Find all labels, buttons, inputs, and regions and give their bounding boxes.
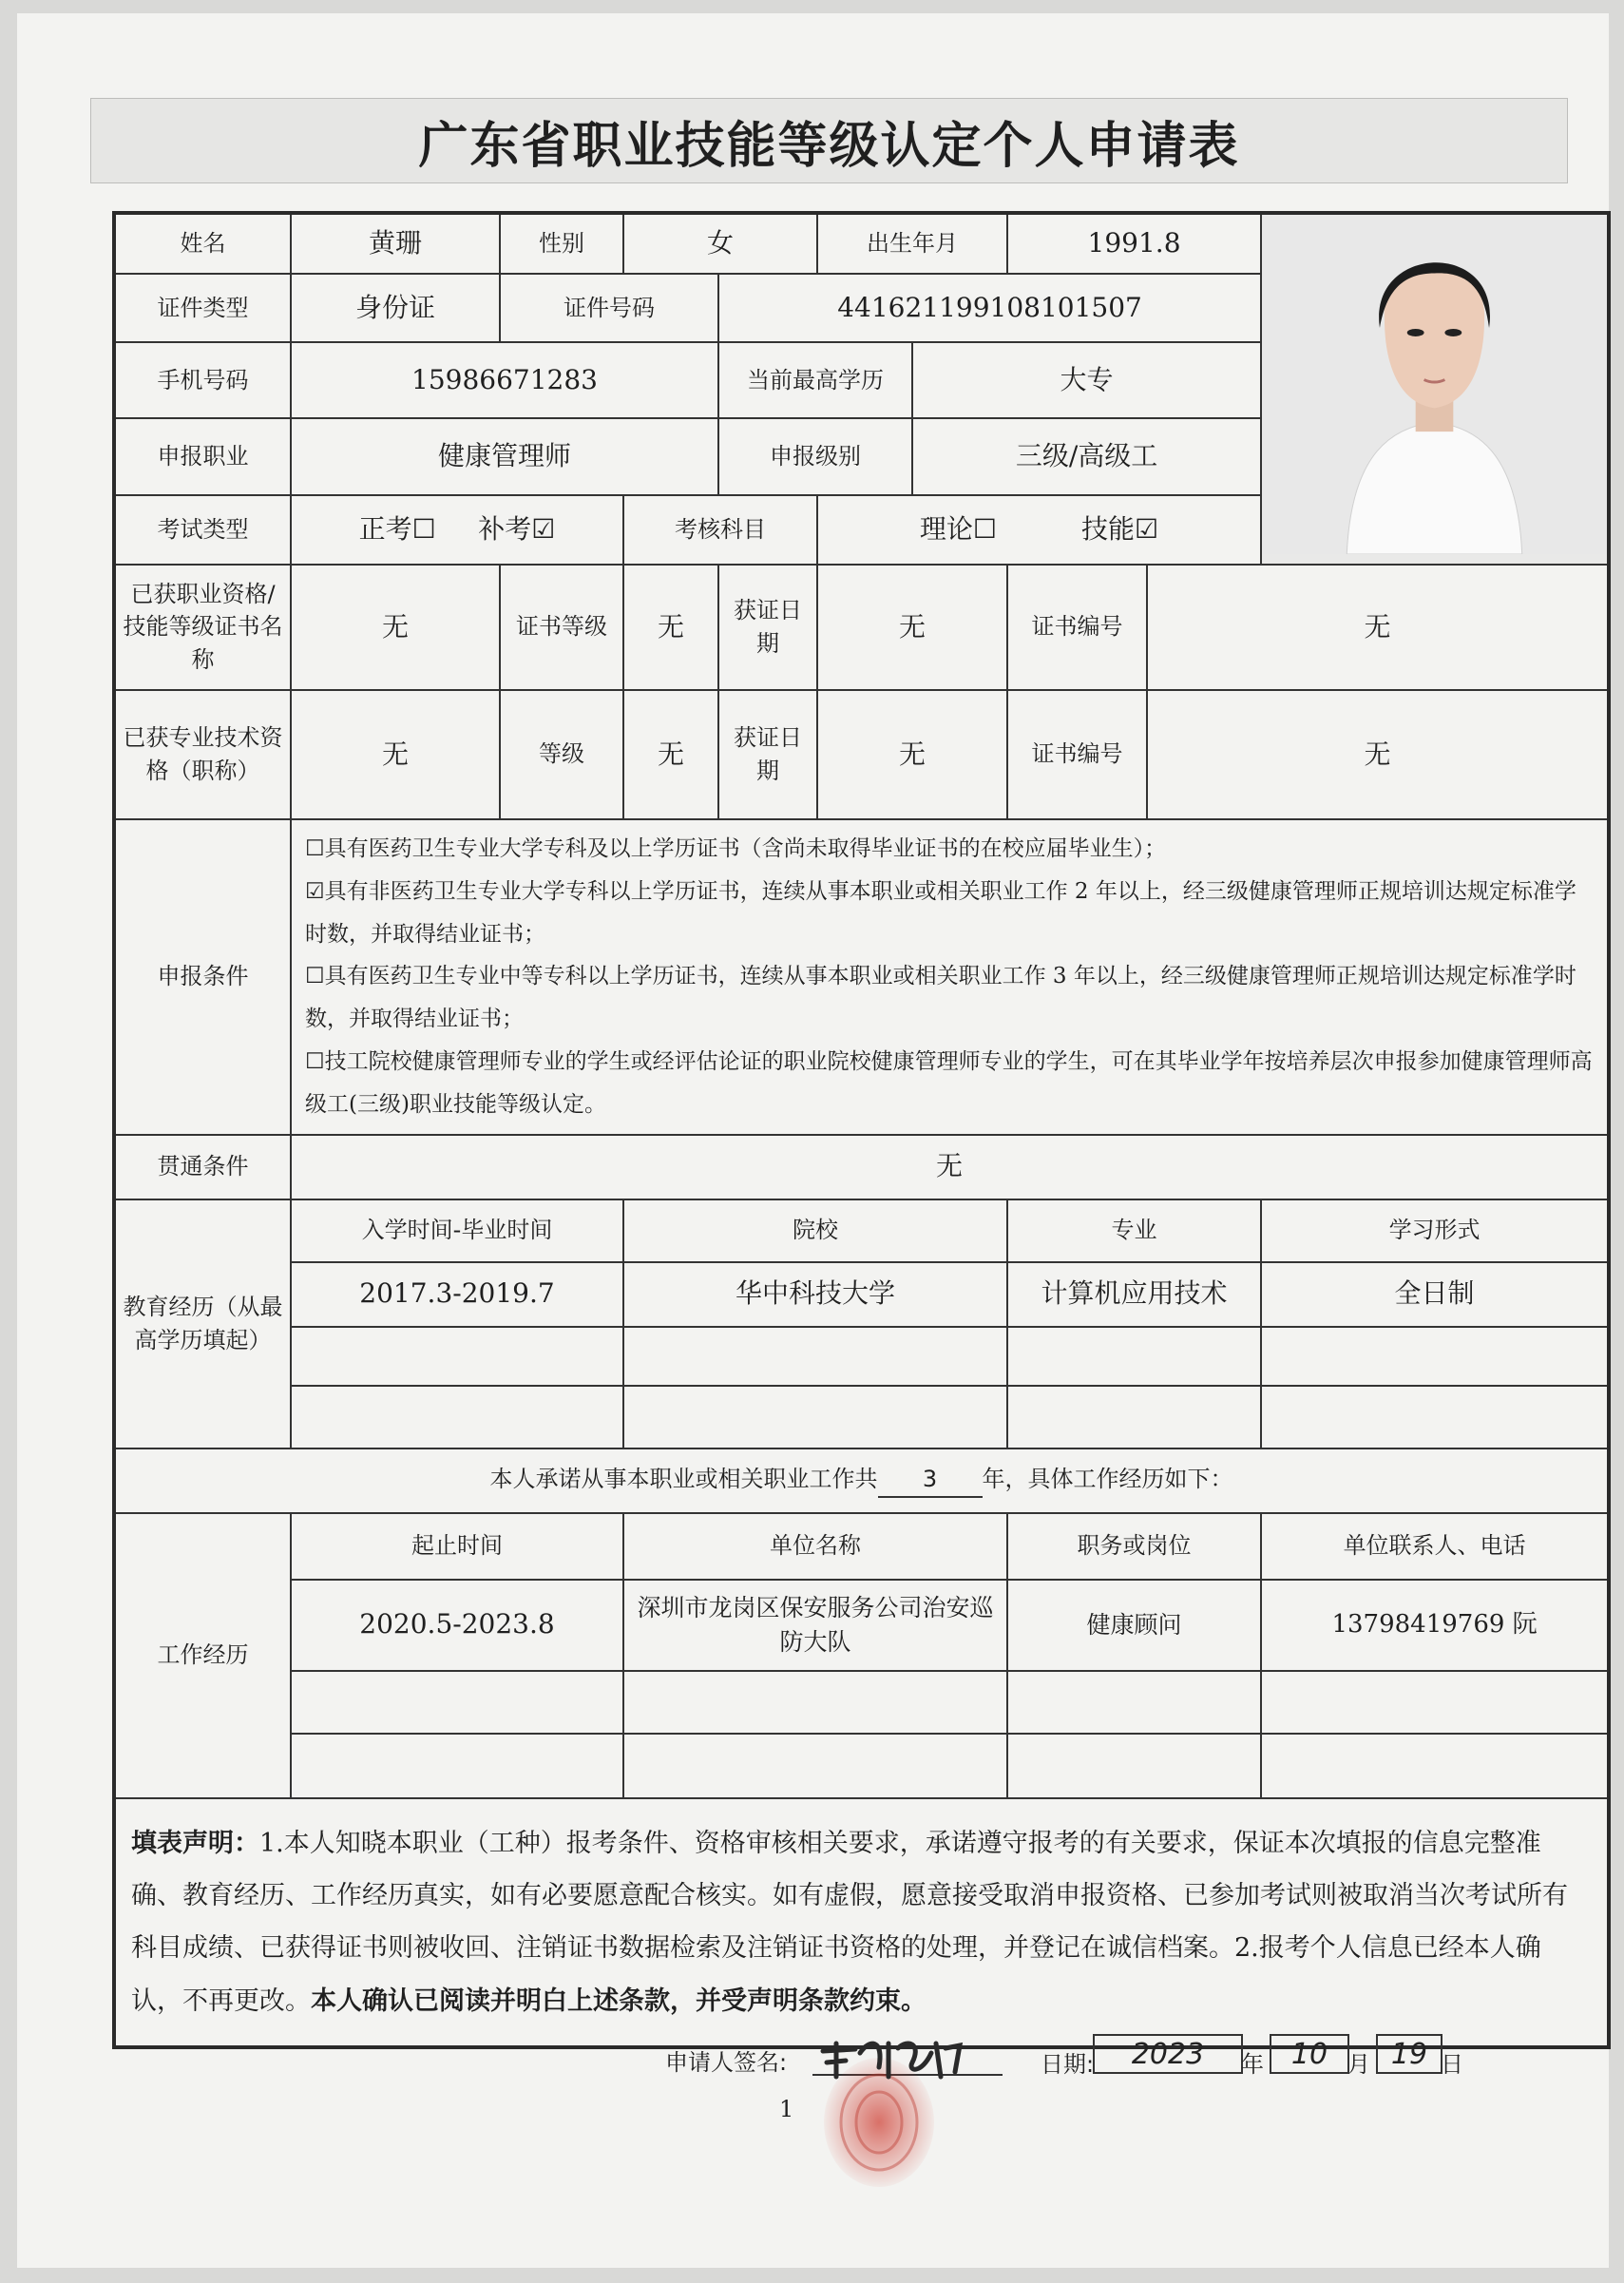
qual-cert-date-label: 获证日期 [718, 565, 817, 690]
subject-options[interactable] [817, 495, 1261, 565]
edu-school[interactable] [623, 1386, 1007, 1448]
name-field[interactable]: 黄珊 [291, 213, 500, 274]
through-field[interactable]: 无 [291, 1135, 1609, 1199]
through-label: 贯通条件 [114, 1135, 291, 1199]
edu-header-major: 专业 [1007, 1199, 1261, 1262]
work-position[interactable]: 健康顾问 [1007, 1580, 1261, 1671]
signature-label: 申请人签名: [665, 2049, 788, 2076]
work-years-field[interactable]: 3 [878, 1463, 983, 1498]
condition-item[interactable]: ☐具有医药卫生专业中等专科以上学历证书，连续从事本职业或相关职业工作 3 年以上，经三级健康管理师正规培训达规定标准学时数，并取得结业证书； [305, 964, 1576, 1032]
work-promise-suffix: 年，具体工作经历如下： [982, 1466, 1233, 1493]
work-position[interactable] [1007, 1671, 1261, 1734]
edu-header-mode: 学习形式 [1261, 1199, 1609, 1262]
conditions-list [291, 819, 1609, 1135]
date-month-unit: 月 [1347, 2051, 1370, 2078]
date-month-field[interactable]: 10 [1270, 2034, 1349, 2074]
work-employer[interactable]: 深圳市龙岗区保安服务公司治安巡防大队 [623, 1580, 1007, 1671]
qual-cert-name[interactable]: 无 [291, 565, 500, 690]
form-title: 广东省职业技能等级认定个人申请表 [90, 98, 1568, 183]
edu-mode[interactable]: 全日制 [1261, 1262, 1609, 1327]
work-header-position: 职务或岗位 [1007, 1513, 1261, 1580]
birth-field[interactable]: 1991.8 [1007, 213, 1261, 274]
edu-major[interactable] [1007, 1327, 1261, 1386]
work-label: 工作经历 [114, 1513, 291, 1798]
subject-skill-checkbox[interactable]: 技能☑ [1081, 513, 1159, 546]
edu-period[interactable] [291, 1386, 623, 1448]
id-number-field[interactable]: 441621199108101507 [718, 274, 1261, 343]
work-contact[interactable]: 13798419769 阮 [1261, 1580, 1609, 1671]
date-day-unit: 日 [1441, 2051, 1463, 2078]
work-promise [114, 1448, 1609, 1513]
work-header-period: 起止时间 [291, 1513, 623, 1580]
exam-type-options[interactable] [291, 495, 623, 565]
id-number-label: 证件号码 [500, 274, 718, 343]
id-type-field[interactable]: 身份证 [291, 274, 500, 343]
phone-field[interactable]: 15986671283 [291, 342, 718, 417]
qual-cert-no[interactable]: 无 [1147, 565, 1609, 690]
edu-header-period: 入学时间-毕业时间 [291, 1199, 623, 1262]
application-form [112, 211, 1611, 2049]
work-period[interactable]: 2020.5-2023.8 [291, 1580, 623, 1671]
gender-field[interactable]: 女 [623, 213, 817, 274]
qual-title-name[interactable]: 无 [291, 690, 500, 819]
subject-theory-checkbox[interactable]: 理论☐ [919, 513, 998, 546]
birth-label: 出生年月 [817, 213, 1007, 274]
qual-cert-label: 已获职业资格/技能等级证书名称 [114, 565, 291, 690]
education-label: 教育经历（从最高学历填起） [114, 1199, 291, 1448]
edu-major[interactable] [1007, 1386, 1261, 1448]
qual-title-label: 已获专业技术资格（职称） [114, 690, 291, 819]
education-level-label: 当前最高学历 [718, 342, 912, 417]
declaration-bold-tail: 本人确认已阅读并明白上述条款，并受声明条款约束。 [311, 1986, 927, 2016]
edu-mode[interactable] [1261, 1327, 1609, 1386]
exam-type-makeup-checkbox[interactable]: 补考☑ [478, 513, 556, 546]
qual-title-date[interactable]: 无 [817, 690, 1007, 819]
level-label: 申报级别 [718, 418, 912, 495]
edu-major[interactable]: 计算机应用技术 [1007, 1262, 1261, 1327]
date-label: 日期: [1041, 2051, 1095, 2078]
declaration [114, 1798, 1609, 2047]
education-level-field[interactable]: 大专 [912, 342, 1261, 417]
work-employer[interactable] [623, 1734, 1007, 1798]
conditions-label: 申报条件 [114, 819, 291, 1135]
edu-header-school: 院校 [623, 1199, 1007, 1262]
qual-cert-date[interactable]: 无 [817, 565, 1007, 690]
edu-period[interactable]: 2017.3-2019.7 [291, 1262, 623, 1327]
declaration-body: 1.本人知晓本职业（工种）报考条件、资格审核相关要求，承诺遵守报考的有关要求，保证本次填报的信息完整准确、教育经历、工作经历真实，如有必要愿意配合核实。如有虚假，愿意接受取消申报资格、已参加考试则被取消当次考试所有科目成绩、已获得证书则被收回、注销证书数据检索及注销证书资格的处理，并登记在诚信档案。2.报考个人信息已经本人确认，不再更改。 [131, 1828, 1568, 2016]
date-year-unit: 年 [1241, 2051, 1264, 2078]
qual-title-grade[interactable]: 无 [623, 690, 718, 819]
work-period[interactable] [291, 1671, 623, 1734]
name-label: 姓名 [114, 213, 291, 274]
job-field[interactable]: 健康管理师 [291, 418, 718, 495]
edu-school[interactable]: 华中科技大学 [623, 1262, 1007, 1327]
qual-title-grade-label: 等级 [500, 690, 623, 819]
condition-item[interactable]: ☐具有医药卫生专业大学专科及以上学历证书（含尚未取得毕业证书的在校应届毕业生）； [305, 835, 1167, 861]
applicant-photo [1262, 215, 1607, 554]
qual-cert-no-label: 证书编号 [1007, 565, 1147, 690]
subject-label: 考核科目 [623, 495, 817, 565]
page-number: 1 [779, 2096, 794, 2122]
declaration-lead: 填表声明： [131, 1828, 259, 1858]
work-position[interactable] [1007, 1734, 1261, 1798]
photo-cell [1261, 213, 1609, 565]
edu-period[interactable] [291, 1327, 623, 1386]
gender-label: 性别 [500, 213, 623, 274]
date-year-field[interactable]: 2023 [1093, 2034, 1243, 2074]
work-employer[interactable] [623, 1671, 1007, 1734]
condition-item[interactable]: ☐技工院校健康管理师专业的学生或经评估论证的职业院校健康管理师专业的学生，可在其毕业学年按培养层次申报参加健康管理师高级工(三级)职业技能等级认定。 [305, 1049, 1593, 1117]
work-header-employer: 单位名称 [623, 1513, 1007, 1580]
qual-title-no[interactable]: 无 [1147, 690, 1609, 819]
job-label: 申报职业 [114, 418, 291, 495]
condition-item[interactable]: ☑具有非医药卫生专业大学专科以上学历证书，连续从事本职业或相关职业工作 2 年以上，经三级健康管理师正规培训达规定标准学时数，并取得结业证书； [305, 878, 1576, 947]
signature-row [665, 2032, 1539, 2080]
work-header-contact: 单位联系人、电话 [1261, 1513, 1609, 1580]
work-promise-prefix: 本人承诺从事本职业或相关职业工作共 [489, 1466, 878, 1493]
qual-cert-grade-label: 证书等级 [500, 565, 623, 690]
level-field[interactable]: 三级/高级工 [912, 418, 1261, 495]
phone-label: 手机号码 [114, 342, 291, 417]
exam-type-label: 考试类型 [114, 495, 291, 565]
date-day-field[interactable]: 19 [1376, 2034, 1442, 2074]
work-contact[interactable] [1261, 1734, 1609, 1798]
work-contact[interactable] [1261, 1671, 1609, 1734]
qual-title-no-label: 证书编号 [1007, 690, 1147, 819]
qual-title-date-label: 获证日期 [718, 690, 817, 819]
applicant-signature [817, 2024, 969, 2085]
id-type-label: 证件类型 [114, 274, 291, 343]
qual-cert-grade[interactable]: 无 [623, 565, 718, 690]
work-period[interactable] [291, 1734, 623, 1798]
exam-type-regular-checkbox[interactable]: 正考☐ [358, 513, 436, 546]
edu-mode[interactable] [1261, 1386, 1609, 1448]
edu-school[interactable] [623, 1327, 1007, 1386]
